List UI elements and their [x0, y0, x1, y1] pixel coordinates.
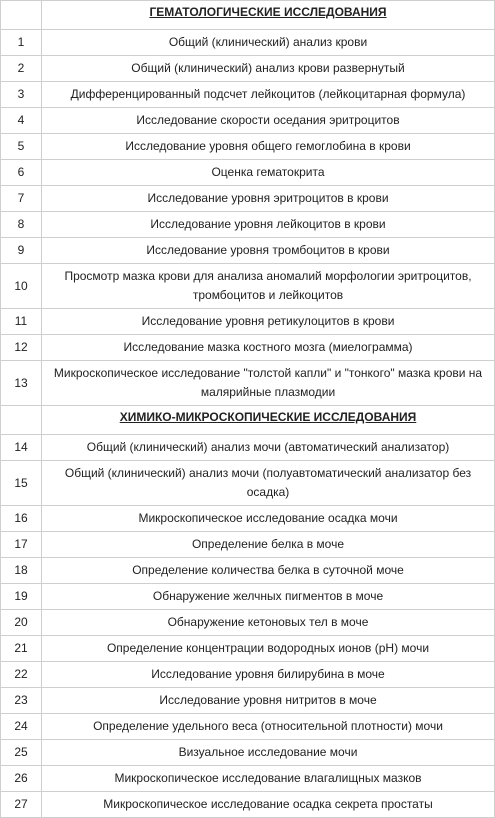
test-name: Обнаружение желчных пигментов в моче: [42, 584, 495, 610]
table-row: [1, 506, 495, 532]
test-name: Микроскопическое исследование осадка мочи: [42, 506, 495, 532]
section-header-row: [1, 406, 495, 435]
test-name: Определение концентрации водородных ионов (pH) мочи: [42, 636, 495, 662]
test-name: Общий (клинический) анализ крови: [42, 30, 495, 56]
row-number: 11: [1, 309, 42, 335]
row-number: 9: [1, 238, 42, 264]
table-row: [1, 636, 495, 662]
row-number: 23: [1, 688, 42, 714]
table-row: [1, 335, 495, 361]
test-name: Исследование уровня эритроцитов в крови: [42, 186, 495, 212]
table-row: [1, 56, 495, 82]
test-name: Исследование уровня лейкоцитов в крови: [42, 212, 495, 238]
row-number: 17: [1, 532, 42, 558]
test-name: Определение количества белка в суточной моче: [42, 558, 495, 584]
test-name: Исследование уровня тромбоцитов в крови: [42, 238, 495, 264]
test-name: Дифференцированный подсчет лейкоцитов (лейкоцитарная формула): [42, 82, 495, 108]
row-number: 10: [1, 264, 42, 309]
section-title: ХИМИКО-МИКРОСКОПИЧЕСКИЕ ИССЛЕДОВАНИЯ: [42, 406, 495, 435]
row-number: 25: [1, 740, 42, 766]
row-number: 21: [1, 636, 42, 662]
table-row: [1, 108, 495, 134]
row-number: 7: [1, 186, 42, 212]
table-row: [1, 361, 495, 406]
table-row: [1, 532, 495, 558]
table-row: [1, 186, 495, 212]
table-row: [1, 212, 495, 238]
section-number-cell: [1, 1, 42, 30]
row-number: 2: [1, 56, 42, 82]
table-row: [1, 461, 495, 506]
table-row: [1, 792, 495, 818]
test-name: Микроскопическое исследование осадка секрета простаты: [42, 792, 495, 818]
row-number: 13: [1, 361, 42, 406]
row-number: 18: [1, 558, 42, 584]
table-row: [1, 264, 495, 309]
table-row: [1, 688, 495, 714]
section-header-row: [1, 1, 495, 30]
table-row: [1, 766, 495, 792]
row-number: 22: [1, 662, 42, 688]
row-number: 20: [1, 610, 42, 636]
table-row: [1, 610, 495, 636]
table-row: [1, 160, 495, 186]
row-number: 4: [1, 108, 42, 134]
table-row: [1, 82, 495, 108]
table-row: [1, 662, 495, 688]
test-name: Микроскопическое исследование "толстой капли" и "тонкого" мазка крови на малярийные плазмодии: [42, 361, 495, 406]
test-name: Исследование скорости оседания эритроцитов: [42, 108, 495, 134]
table-body: [1, 1, 495, 818]
test-name: Исследование мазка костного мозга (миелограмма): [42, 335, 495, 361]
test-name: Исследование уровня билирубина в моче: [42, 662, 495, 688]
test-name: Определение удельного веса (относительной плотности) мочи: [42, 714, 495, 740]
table-row: [1, 30, 495, 56]
row-number: 12: [1, 335, 42, 361]
row-number: 24: [1, 714, 42, 740]
row-number: 15: [1, 461, 42, 506]
test-name: Исследование уровня общего гемоглобина в крови: [42, 134, 495, 160]
table-row: [1, 584, 495, 610]
row-number: 1: [1, 30, 42, 56]
test-name: Оценка гематокрита: [42, 160, 495, 186]
row-number: 26: [1, 766, 42, 792]
row-number: 14: [1, 435, 42, 461]
test-name: Исследование уровня ретикулоцитов в крови: [42, 309, 495, 335]
test-name: Общий (клинический) анализ крови развернутый: [42, 56, 495, 82]
row-number: 19: [1, 584, 42, 610]
test-name: Визуальное исследование мочи: [42, 740, 495, 766]
test-name: Общий (клинический) анализ мочи (автоматический анализатор): [42, 435, 495, 461]
table-row: [1, 309, 495, 335]
table-row: [1, 134, 495, 160]
test-name: Определение белка в моче: [42, 532, 495, 558]
section-title: ГЕМАТОЛОГИЧЕСКИЕ ИССЛЕДОВАНИЯ: [42, 1, 495, 30]
test-name: Обнаружение кетоновых тел в моче: [42, 610, 495, 636]
table-row: [1, 435, 495, 461]
table-row: [1, 238, 495, 264]
section-number-cell: [1, 406, 42, 435]
row-number: 5: [1, 134, 42, 160]
table-row: [1, 714, 495, 740]
table-row: [1, 558, 495, 584]
test-name: Просмотр мазка крови для анализа аномалий морфологии эритроцитов, тромбоцитов и лейкоцитов: [42, 264, 495, 309]
row-number: 3: [1, 82, 42, 108]
test-name: Исследование уровня нитритов в моче: [42, 688, 495, 714]
row-number: 16: [1, 506, 42, 532]
row-number: 6: [1, 160, 42, 186]
row-number: 27: [1, 792, 42, 818]
row-number: 8: [1, 212, 42, 238]
table-row: [1, 740, 495, 766]
test-name: Микроскопическое исследование влагалищных мазков: [42, 766, 495, 792]
test-name: Общий (клинический) анализ мочи (полуавтоматический анализатор без осадка): [42, 461, 495, 506]
